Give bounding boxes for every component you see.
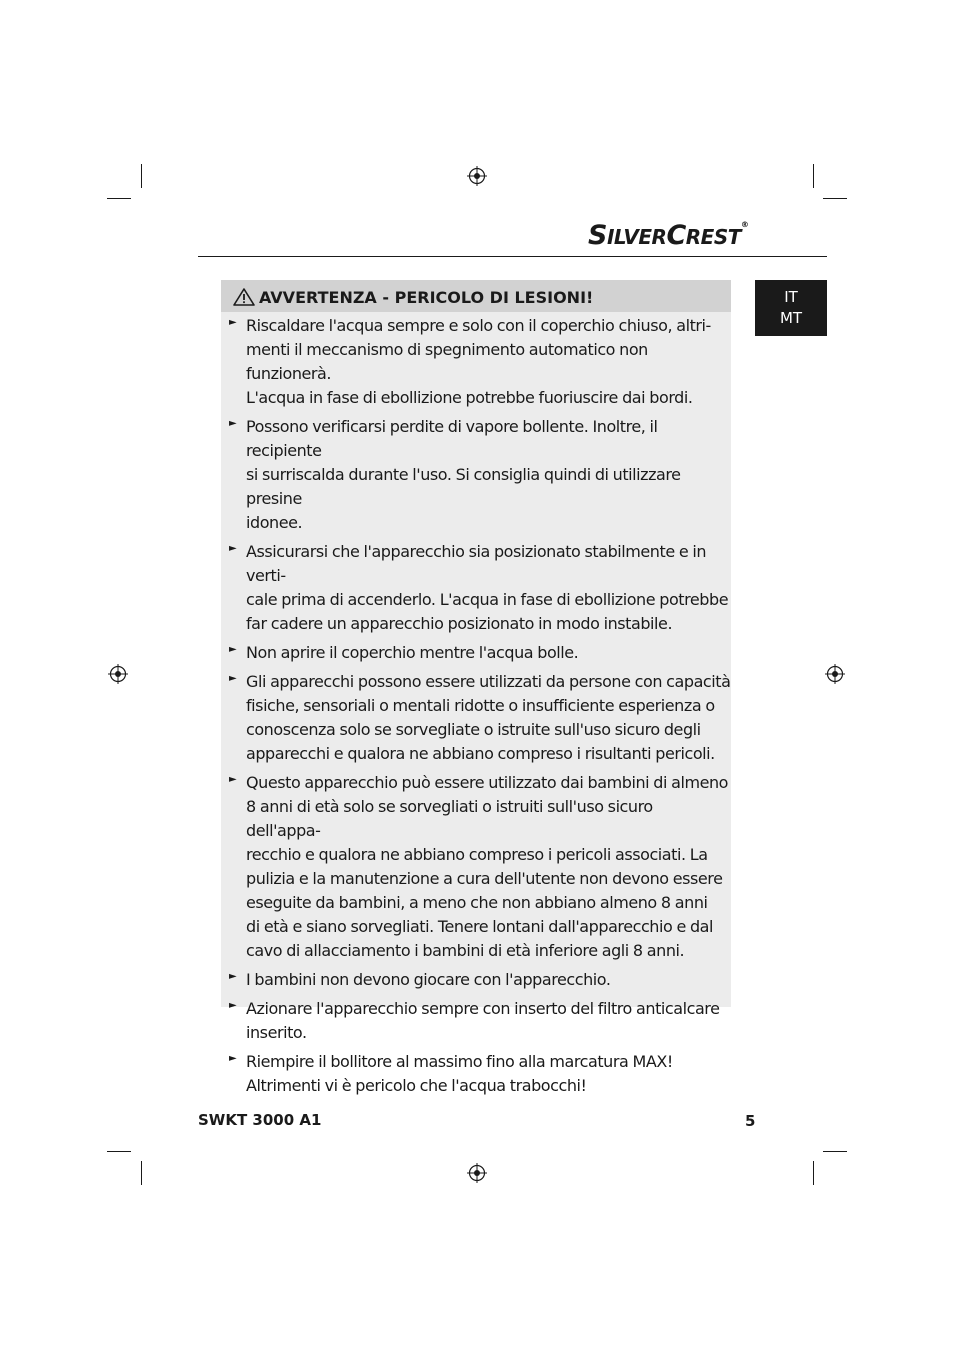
language-tab [755, 280, 827, 336]
list-item-line: menti il meccanismo di spegnimento automatico non funzionerà. [246, 340, 648, 383]
language-code: MT [779, 309, 803, 327]
list-item [221, 641, 731, 665]
language-code: IT [784, 288, 798, 306]
warning-title: AVVERTENZA - PERICOLO DI LESIONI! [259, 288, 594, 307]
brand-letter: S [588, 220, 607, 251]
list-item [221, 1050, 731, 1098]
list-item-line: Assicurarsi che l'apparecchio sia posizionato stabilmente e in verti- [246, 542, 707, 585]
list-item-line: cavo di allacciamento i bambini di età inferiore agli 8 anni. [246, 941, 685, 960]
bullet-arrow-icon: ► [229, 774, 237, 785]
bullet-arrow-icon: ► [229, 317, 237, 328]
list-item-line: far cadere un apparecchio posizionato in modo instabile. [246, 614, 673, 633]
list-item-line: 8 anni di età solo se sorvegliati o istruiti sull'uso sicuro dell'appa- [246, 797, 653, 840]
list-item-line: Questo apparecchio può essere utilizzato dai bambini di almeno [246, 773, 729, 792]
crop-mark [141, 164, 142, 188]
list-item-line: Azionare l'apparecchio sempre con inserto del filtro anticalcare [246, 999, 720, 1018]
list-item-line: cale prima di accenderlo. L'acqua in fase di ebollizione potrebbe [246, 590, 729, 609]
list-item [221, 415, 731, 535]
list-item-line: apparecchi e qualora ne abbiano compreso i risultanti pericoli. [246, 744, 715, 763]
warning-box [221, 280, 731, 1095]
registration-mark-icon [467, 166, 487, 186]
list-item-line: I bambini non devono giocare con l'apparecchio. [246, 970, 611, 989]
bullet-arrow-icon: ► [229, 1000, 237, 1011]
list-item-line: fisiche, sensoriali o mentali ridotte o insufficiente esperienza o [246, 696, 715, 715]
crop-mark [141, 1161, 142, 1185]
list-item-line: di età e siano sorvegliati. Tenere lontani dall'apparecchio e dal [246, 917, 714, 936]
brand-logo [588, 220, 748, 251]
registration-mark-icon [108, 664, 128, 684]
warning-list [221, 314, 731, 1103]
list-item [221, 314, 731, 410]
registered-trademark: ® [740, 220, 749, 229]
registration-mark-icon [467, 1163, 487, 1183]
brand-letters: ILVER [606, 225, 667, 249]
registration-mark-icon [825, 664, 845, 684]
crop-mark [823, 1151, 847, 1152]
bullet-arrow-icon: ► [229, 644, 237, 655]
model-number: SWKT 3000 A1 [198, 1111, 322, 1129]
list-item-line: L'acqua in fase di ebollizione potrebbe fuoriuscire dai bordi. [246, 388, 693, 407]
crop-mark [823, 198, 847, 199]
list-item-line: Riempire il bollitore al massimo fino alla marcatura MAX! [246, 1052, 673, 1071]
crop-mark [813, 164, 814, 188]
list-item [221, 670, 731, 766]
list-item [221, 997, 731, 1045]
warning-header [221, 280, 731, 312]
crop-mark [107, 1151, 131, 1152]
bullet-arrow-icon: ► [229, 543, 237, 554]
header-rule [198, 256, 827, 257]
list-item-line: Altrimenti vi è pericolo che l'acqua trabocchi! [246, 1076, 587, 1095]
list-item-line: eseguite da bambini, a meno che non abbiano almeno 8 anni [246, 893, 708, 912]
crop-mark [813, 1161, 814, 1185]
list-item-line: inserito. [246, 1023, 307, 1042]
brand-letter: C [666, 220, 686, 251]
list-item-line: recchio e qualora ne abbiano compreso i pericoli associati. La [246, 845, 708, 864]
list-item-line: conoscenza solo se sorvegliate o istruite sull'uso sicuro degli [246, 720, 701, 739]
list-item [221, 540, 731, 636]
bullet-arrow-icon: ► [229, 971, 237, 982]
bullet-arrow-icon: ► [229, 418, 237, 429]
list-item-line: idonee. [246, 513, 303, 532]
crop-mark [107, 198, 131, 199]
list-item [221, 771, 731, 963]
bullet-arrow-icon: ► [229, 673, 237, 684]
brand-letters: REST [685, 225, 741, 249]
list-item-line: Riscaldare l'acqua sempre e solo con il coperchio chiuso, altri- [246, 316, 711, 335]
warning-triangle-icon [233, 288, 255, 306]
list-item-line: Gli apparecchi possono essere utilizzati da persone con capacità [246, 672, 731, 691]
bullet-arrow-icon: ► [229, 1053, 237, 1064]
list-item [221, 968, 731, 992]
list-item-line: Non aprire il coperchio mentre l'acqua bolle. [246, 643, 579, 662]
page-number: 5 [745, 1112, 756, 1130]
list-item-line: pulizia e la manutenzione a cura dell'utente non devono essere [246, 869, 723, 888]
list-item-line: si surriscalda durante l'uso. Si consiglia quindi di utilizzare presine [246, 465, 681, 508]
list-item-line: Possono verificarsi perdite di vapore bollente. Inoltre, il recipiente [246, 417, 658, 460]
